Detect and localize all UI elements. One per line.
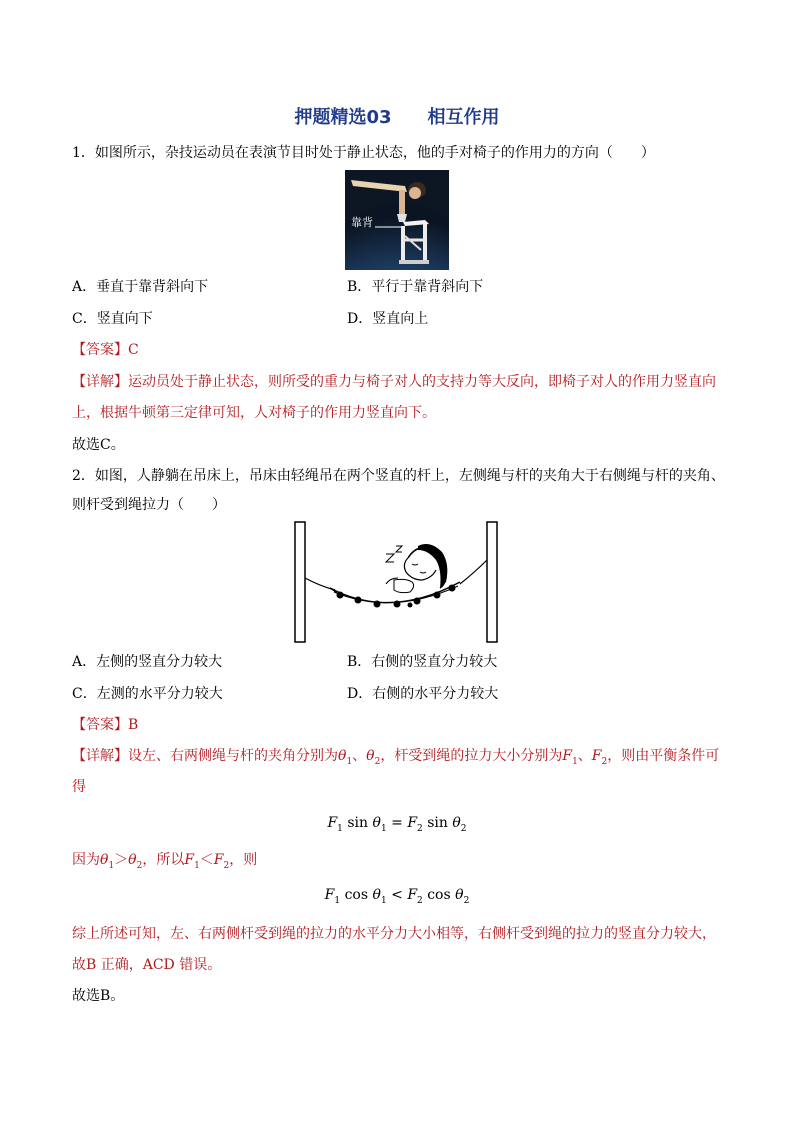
hammock-drawing xyxy=(290,520,502,644)
q2-because-line: 因为$\theta_1>\theta_2$，所以$F_1<F_2$，则 xyxy=(72,852,258,871)
q1-option-a: A．垂直于靠背斜向下 xyxy=(72,279,209,295)
question-2-stem-line-2: 则杆受到绳拉力（ ） xyxy=(72,497,226,513)
answer-value: C xyxy=(128,342,139,358)
q1-option-b: B．平行于靠背斜向下 xyxy=(347,279,484,295)
equation-2: $F_1$ $\cos \theta_1 < F_2$ $\cos \theta_2$ xyxy=(324,887,470,906)
q1-option-c: C．竖直向下 xyxy=(72,311,153,327)
question-2-stem-line-1: 2．如图，人静躺在吊床上，吊床由轻绳吊在两个竖直的杆上，左侧绳与杆的夹角大于右侧绳与杆的夹角、 xyxy=(72,468,725,484)
q2-detail-line-1: 【详解】设左、右两侧绳与杆的夹角分别为$\theta_1$、$\theta_2$，杆受到绳的拉力大小分别为$F_1$、$F_2$，则由平衡条件可 xyxy=(72,748,720,767)
q1-detail-line-1: 【详解】运动员处于静止状态，则所受的重力与椅子对人的支持力等大反向，即椅子对人的作用力竖直向 xyxy=(72,374,716,390)
detail-tag: 【详解】 xyxy=(72,748,128,764)
q2-conclusion: 故选B。 xyxy=(72,988,125,1004)
q2-option-d: D．右侧的水平分力较大 xyxy=(347,686,499,702)
q1-conclusion: 故选C。 xyxy=(72,437,125,453)
answer-tag: 【答案】 xyxy=(72,717,128,733)
equation-1: $F_1$ $\sin \theta_1 = F_2$ $\sin \theta_2$ xyxy=(327,815,467,834)
q2-answer xyxy=(72,715,138,735)
acrobat-photo xyxy=(345,170,449,270)
q2-detail-line-2: 得 xyxy=(72,779,86,795)
detail-tag: 【详解】 xyxy=(72,374,128,390)
q2-summary-line-1: 综上所述可知，左、右两侧杆受到绳的拉力的水平分力大小相等，右侧杆受到绳的拉力的竖直分力较大， xyxy=(72,926,716,942)
q2-option-a: A．左侧的竖直分力较大 xyxy=(72,654,223,670)
q1-option-d: D．竖直向上 xyxy=(347,311,429,327)
hammock-figure xyxy=(290,520,502,644)
q2-summary-line-2: 故B 正确，ACD 错误。 xyxy=(72,957,222,973)
answer-value: B xyxy=(128,717,139,733)
question-1-stem: 1．如图所示，杂技运动员在表演节目时处于静止状态，他的手对椅子的作用力的方向（ ） xyxy=(72,145,655,161)
answer-tag: 【答案】 xyxy=(72,342,128,358)
backrest-label: 靠背 xyxy=(351,216,373,229)
q1-detail-line-2: 上，根据牛顿第三定律可知，人对椅子的作用力竖直向下。 xyxy=(72,405,436,421)
q2-option-c: C．左测的水平分力较大 xyxy=(72,686,223,702)
q2-option-b: B．右侧的竖直分力较大 xyxy=(347,654,498,670)
page-title: 押题精选03 相互作用 xyxy=(294,107,500,128)
q1-answer xyxy=(72,340,139,360)
